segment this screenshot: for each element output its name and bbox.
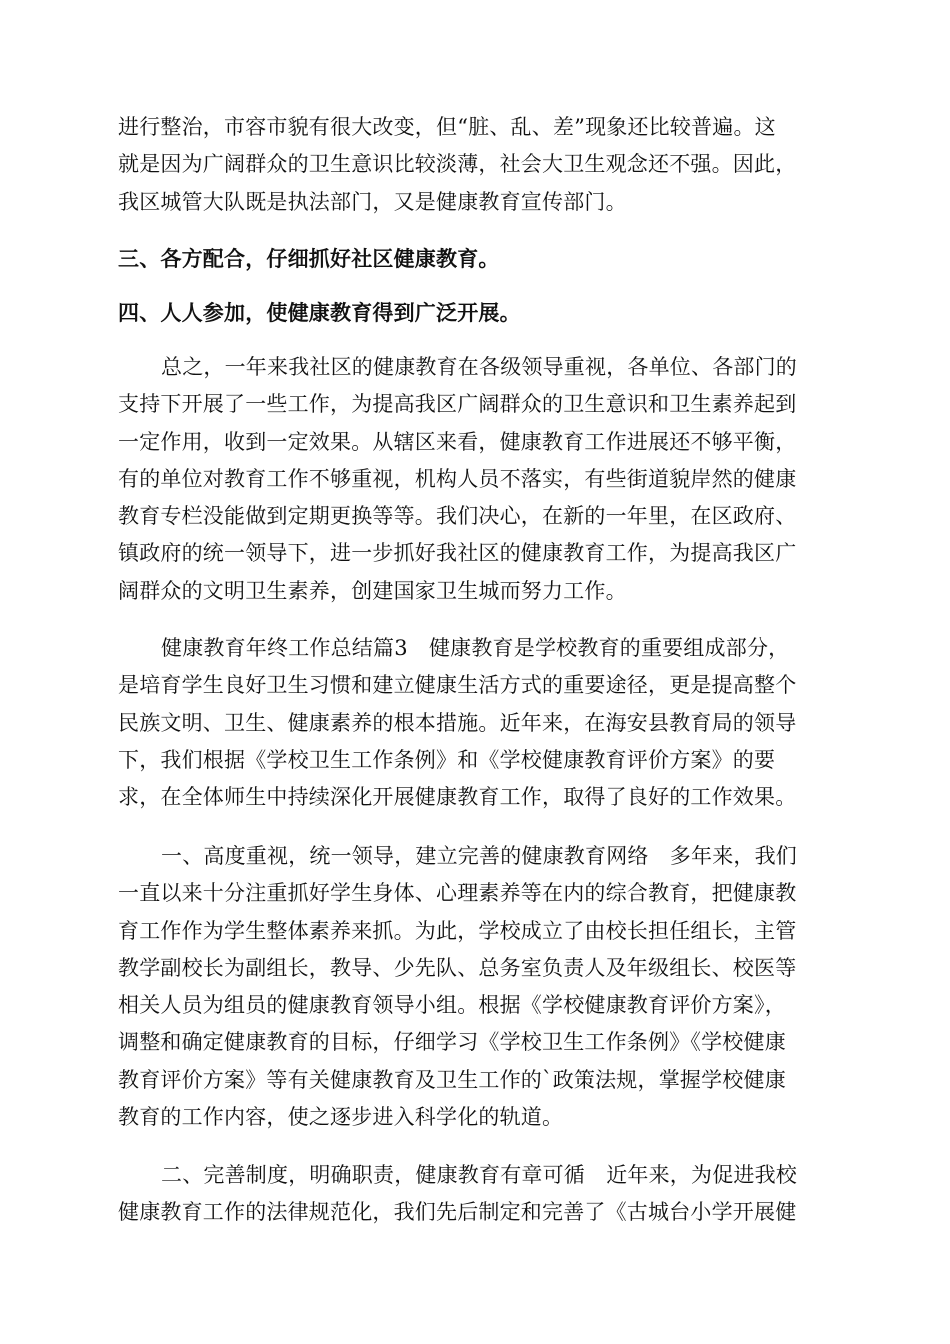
text-line: 进行整治，市容市貌有很大改变，但“脏、乱、差”现象还比较普遍。这 (118, 115, 776, 139)
text-line: 求，在全体师生中持续深化开展健康教育工作，取得了良好的工作效果。 (118, 785, 797, 810)
text-line: 健康教育工作的法律规范化，我们先后制定和完善了《古城台小学开展健 (118, 1200, 797, 1225)
paragraph-sanitation (118, 109, 838, 221)
text-line: 民族文明、卫生、健康素养的根本措施。近年来，在海安县教育局的领导 (118, 710, 797, 735)
text-line: 健康教育年终工作总结篇3 健康教育是学校教育的重要组成部分， (161, 636, 790, 660)
text-line: 我区城管大队既是执法部门，又是健康教育宣传部门。 (118, 189, 627, 214)
paragraph-article3-intro (118, 630, 838, 816)
section-heading-four (118, 294, 838, 331)
text-line: 是培育学生良好卫生习惯和建立健康生活方式的重要途径，更是提高整个 (118, 673, 797, 698)
text-line: 就是因为广阔群众的卫生意识比较淡薄，社会大卫生观念还不强。因此， (118, 152, 797, 177)
text-line: 有的单位对教育工作不够重视，机构人员不落实，有些街道貌岸然的健康 (118, 466, 797, 491)
text-line: 一、高度重视，统一领导，建立完善的健康教育网络 多年来，我们 (161, 844, 797, 868)
text-line: 教学副校长为副组长，教导、少先队、总务室负责人及年级组长、校医等 (118, 955, 797, 980)
text-line: 调整和确定健康教育的目标，仔细学习《学校卫生工作条例》《学校健康 (118, 1030, 786, 1055)
paragraph-section1 (118, 838, 838, 1136)
text-line: 镇政府的统一领导下，进一步抓好我社区的健康教育工作，为提高我区广 (118, 541, 797, 566)
heading-text: 三、各方配合，仔细抓好社区健康教育。 (118, 246, 500, 271)
text-line: 育工作作为学生整体素养来抓。为此，学校成立了由校长担任组长，主管 (118, 918, 797, 943)
section-heading-three (118, 240, 838, 277)
text-line: 教育专栏没能做到定期更换等等。我们决心，在新的一年里，在区政府、 (118, 504, 797, 529)
text-line: 一直以来十分注重抓好学生身体、心理素养等在内的综合教育，把健康教 (118, 881, 797, 906)
text-line: 二、完善制度，明确职责，健康教育有章可循 近年来，为促进我校 (161, 1163, 797, 1187)
text-line: 教育评价方案》等有关健康教育及卫生工作的`政策法规，掌握学校健康 (118, 1067, 786, 1092)
text-line: 一定作用，收到一定效果。从辖区来看，健康教育工作进展还不够平衡， (118, 429, 797, 454)
text-line: 下，我们根据《学校卫生工作条例》和《学校健康教育评价方案》的要 (118, 747, 776, 772)
paragraph-summary (118, 349, 838, 610)
text-line: 相关人员为组员的健康教育领导小组。根据《学校健康教育评价方案》， (118, 993, 786, 1018)
heading-text: 四、人人参加，使健康教育得到广泛开展。 (118, 300, 521, 325)
text-line: 支持下开展了一些工作，为提高我区广阔群众的卫生意识和卫生素养起到 (118, 392, 797, 417)
text-line: 阔群众的文明卫生素养，创建国家卫生城而努力工作。 (118, 578, 627, 603)
paragraph-section2 (118, 1157, 838, 1232)
text-line: 教育的工作内容，使之逐步进入科学化的轨道。 (118, 1105, 564, 1130)
text-line: 总之，一年来我社区的健康教育在各级领导重视，各单位、各部门的 (161, 355, 797, 379)
